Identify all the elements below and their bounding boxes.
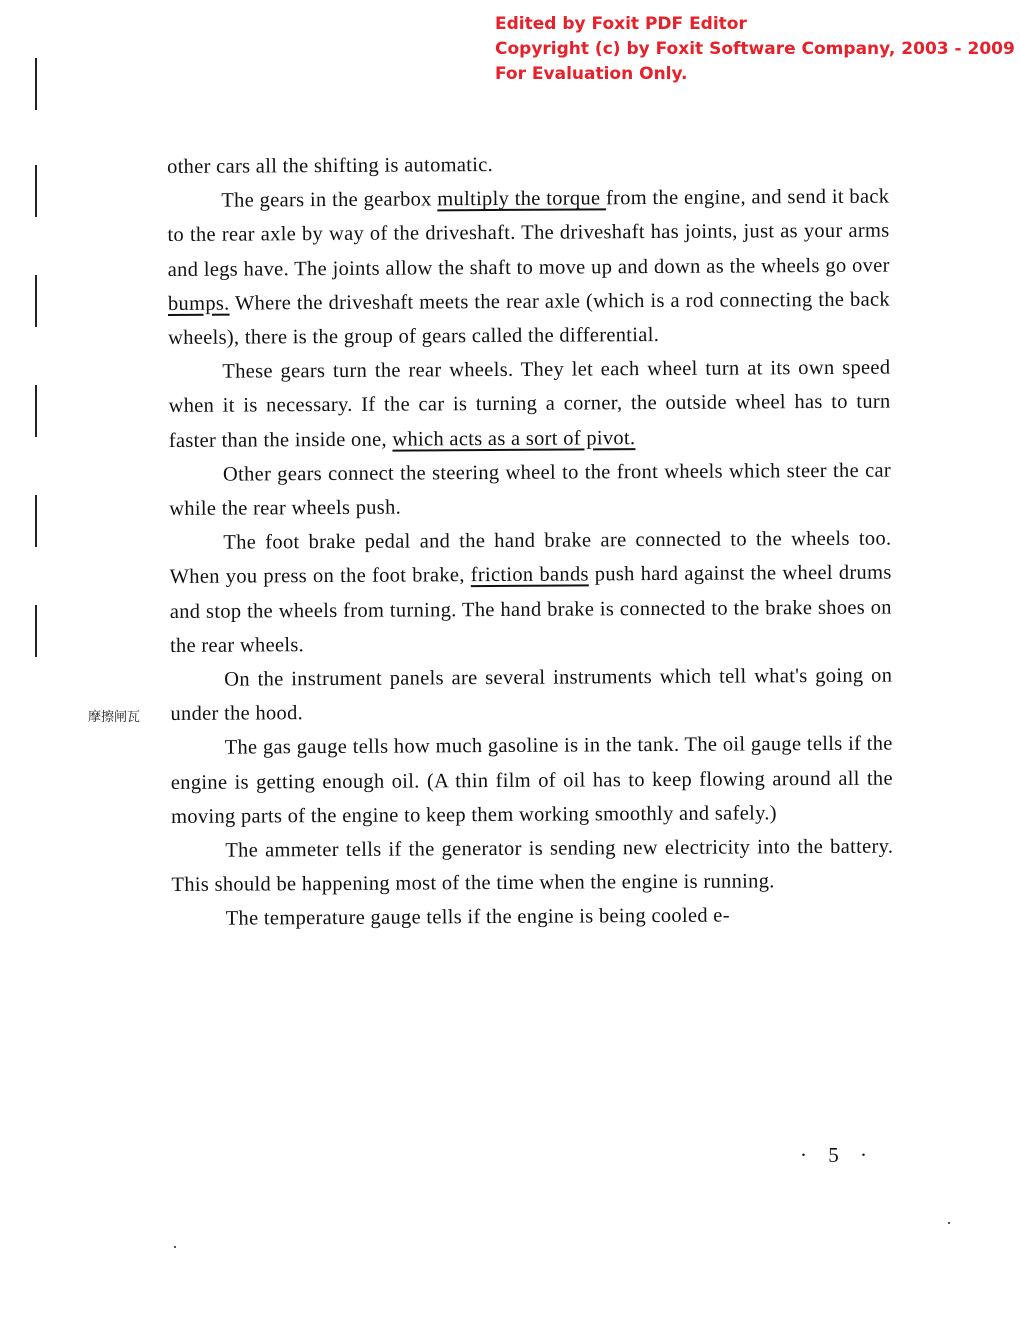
- page-number: · 5 ·: [800, 1143, 875, 1167]
- text-run: other cars all the shifting is automatic.: [167, 154, 494, 178]
- text-run: The foot brake pedal and the hand brake are connected to the wheels too. When you press on the foot brake,: [169, 527, 892, 589]
- foxit-watermark: [495, 12, 1015, 87]
- paragraph: [171, 830, 893, 903]
- paragraph: [171, 727, 894, 834]
- text-run: The ammeter tells if the generator is sending new electricity into the battery. This should be happening most of the time when the engine is running.: [171, 835, 894, 897]
- watermark-line-2: Copyright (c) by Foxit Software Company, 2003 - 2009: [495, 39, 1015, 59]
- binding-mark: [35, 385, 37, 437]
- body-text: [167, 146, 894, 937]
- underlined-phrase: friction bands: [470, 563, 589, 587]
- paragraph: [172, 898, 894, 937]
- text-run: The gas gauge tells how much gasoline is in the tank. The oil gauge tells if the engine is getting enough oil. (A thin film of oil has to keep flowing around all the moving parts of the engine to keep them working smoothly and safely.): [170, 733, 893, 828]
- paragraph: [169, 453, 891, 526]
- binding-mark: [35, 275, 37, 327]
- paragraph: [168, 351, 891, 458]
- paragraph: [170, 659, 892, 732]
- scan-speck: [174, 1246, 176, 1248]
- text-run: push hard against the wheel drums and stop the wheels from turning. The hand brake is connected to the brake shoes on the rear wheels.: [169, 562, 892, 657]
- text-run: from the engine, and send it back to the rear axle by way of the driveshaft. The driveshaft has joints, just as your arms and legs have. The joints allow the shaft to move up and down as the wheels go over: [167, 185, 890, 281]
- watermark-line-3: For Evaluation Only.: [495, 64, 688, 84]
- scan-speck: [948, 1222, 950, 1224]
- margin-annotation: 摩擦闸瓦: [88, 710, 141, 725]
- underlined-phrase: which acts as a sort of pivot.: [392, 426, 636, 451]
- paragraph: [167, 146, 889, 185]
- paragraph: [169, 522, 892, 663]
- text-run: Other gears connect the steering wheel to the front wheels which steer the car while the rear wheels push.: [169, 459, 892, 521]
- binding-mark: [35, 495, 37, 547]
- text-run: The temperature gauge tells if the engine is being cooled e-: [225, 905, 730, 931]
- text-run: The gears in the gearbox: [221, 188, 438, 212]
- text-run: Where the driveshaft meets the rear axle (which is a rod connecting the back wheels), there is the group of gears called the differential.: [168, 288, 890, 350]
- binding-mark: [35, 165, 37, 217]
- binding-mark: [35, 58, 37, 110]
- text-run: These gears turn the rear wheels. They let each wheel turn at its own speed when it is necessary. If the car is turning a corner, the outside wheel has to turn faster than the inside one,: [168, 356, 891, 452]
- binding-mark: [35, 605, 37, 657]
- paragraph: [167, 180, 890, 355]
- underlined-phrase: bumps.: [167, 292, 230, 315]
- text-run: On the instrument panels are several instruments which tell what's going on under the hood.: [170, 664, 893, 726]
- watermark-line-1: Edited by Foxit PDF Editor: [495, 14, 747, 34]
- underlined-phrase: multiply the torque: [437, 187, 606, 211]
